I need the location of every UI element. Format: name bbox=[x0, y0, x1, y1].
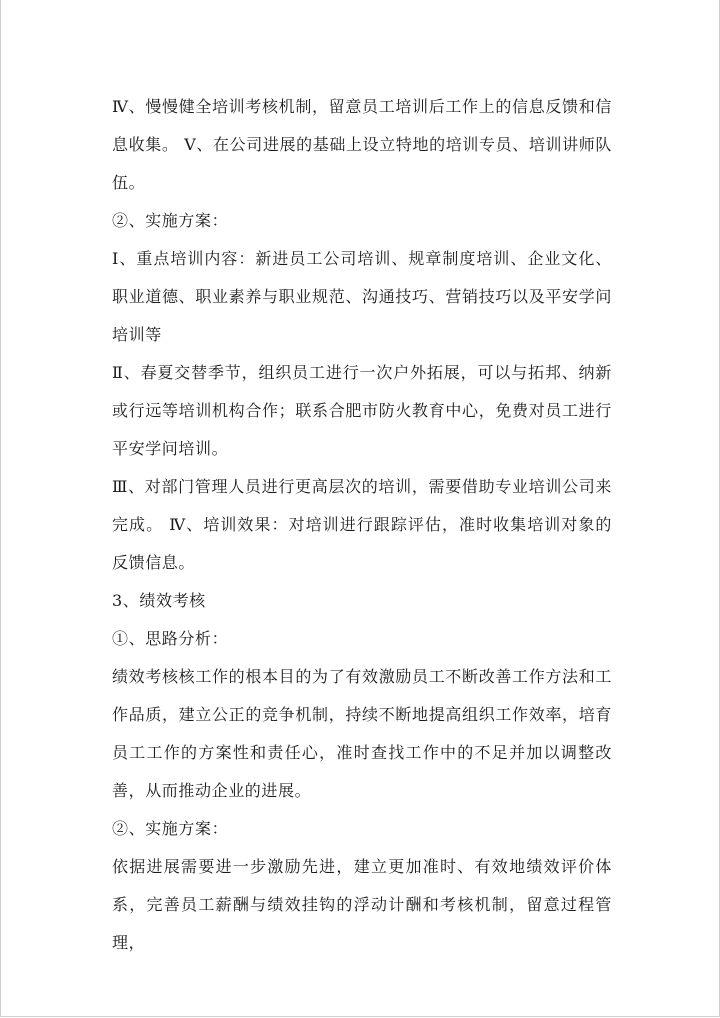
heading-thinking-analysis: ①、思路分析： bbox=[112, 629, 229, 648]
heading-performance-appraisal: 3、绩效考核 bbox=[112, 591, 206, 610]
paragraph-management-training: Ⅲ、对部门管理人员进行更高层次的培训，需要借助专业培训公司来完成。 Ⅳ、培训效果：对培训进行跟踪评估，准时收集培训对象的反馈信息。 bbox=[112, 477, 612, 572]
paragraph-training-mechanism: Ⅳ、慢慢健全培训考核机制，留意员工培训后工作上的信息反馈和信息收集。 Ⅴ、在公司进展的基础上设立特地的培训专员、培训讲师队伍。 bbox=[112, 97, 612, 192]
document-body bbox=[112, 88, 612, 962]
paragraph-key-training-content: Ⅰ、重点培训内容：新进员工公司培训、规章制度培训、企业文化、职业道德、职业素养与职业规范、沟通技巧、营销技巧以及平安学问培训等 bbox=[112, 249, 612, 344]
paragraph-appraisal-system: 依据进展需要进一步激励先进，建立更加准时、有效地绩效评价体系，完善员工薪酬与绩效挂钩的浮动计酬和考核机制，留意过程管理， bbox=[112, 857, 612, 952]
heading-implementation-plan-2: ②、实施方案： bbox=[112, 819, 229, 838]
paragraph-appraisal-purpose: 绩效考核核工作的根本目的为了有效激励员工不断改善工作方法和工作品质，建立公正的竞争机制，持续不断地提高组织工作效率，培育员工工作的方案性和责任心，准时查找工作中的不足并加以调整改善，从而推动企业的进展。 bbox=[112, 667, 612, 800]
paragraph-outdoor-training: Ⅱ、春夏交替季节，组织员工进行一次户外拓展，可以与拓邦、纳新或行远等培训机构合作；联系合肥市防火教育中心，免费对员工进行平安学问培训。 bbox=[112, 363, 612, 458]
heading-implementation-plan: ②、实施方案： bbox=[112, 211, 229, 230]
